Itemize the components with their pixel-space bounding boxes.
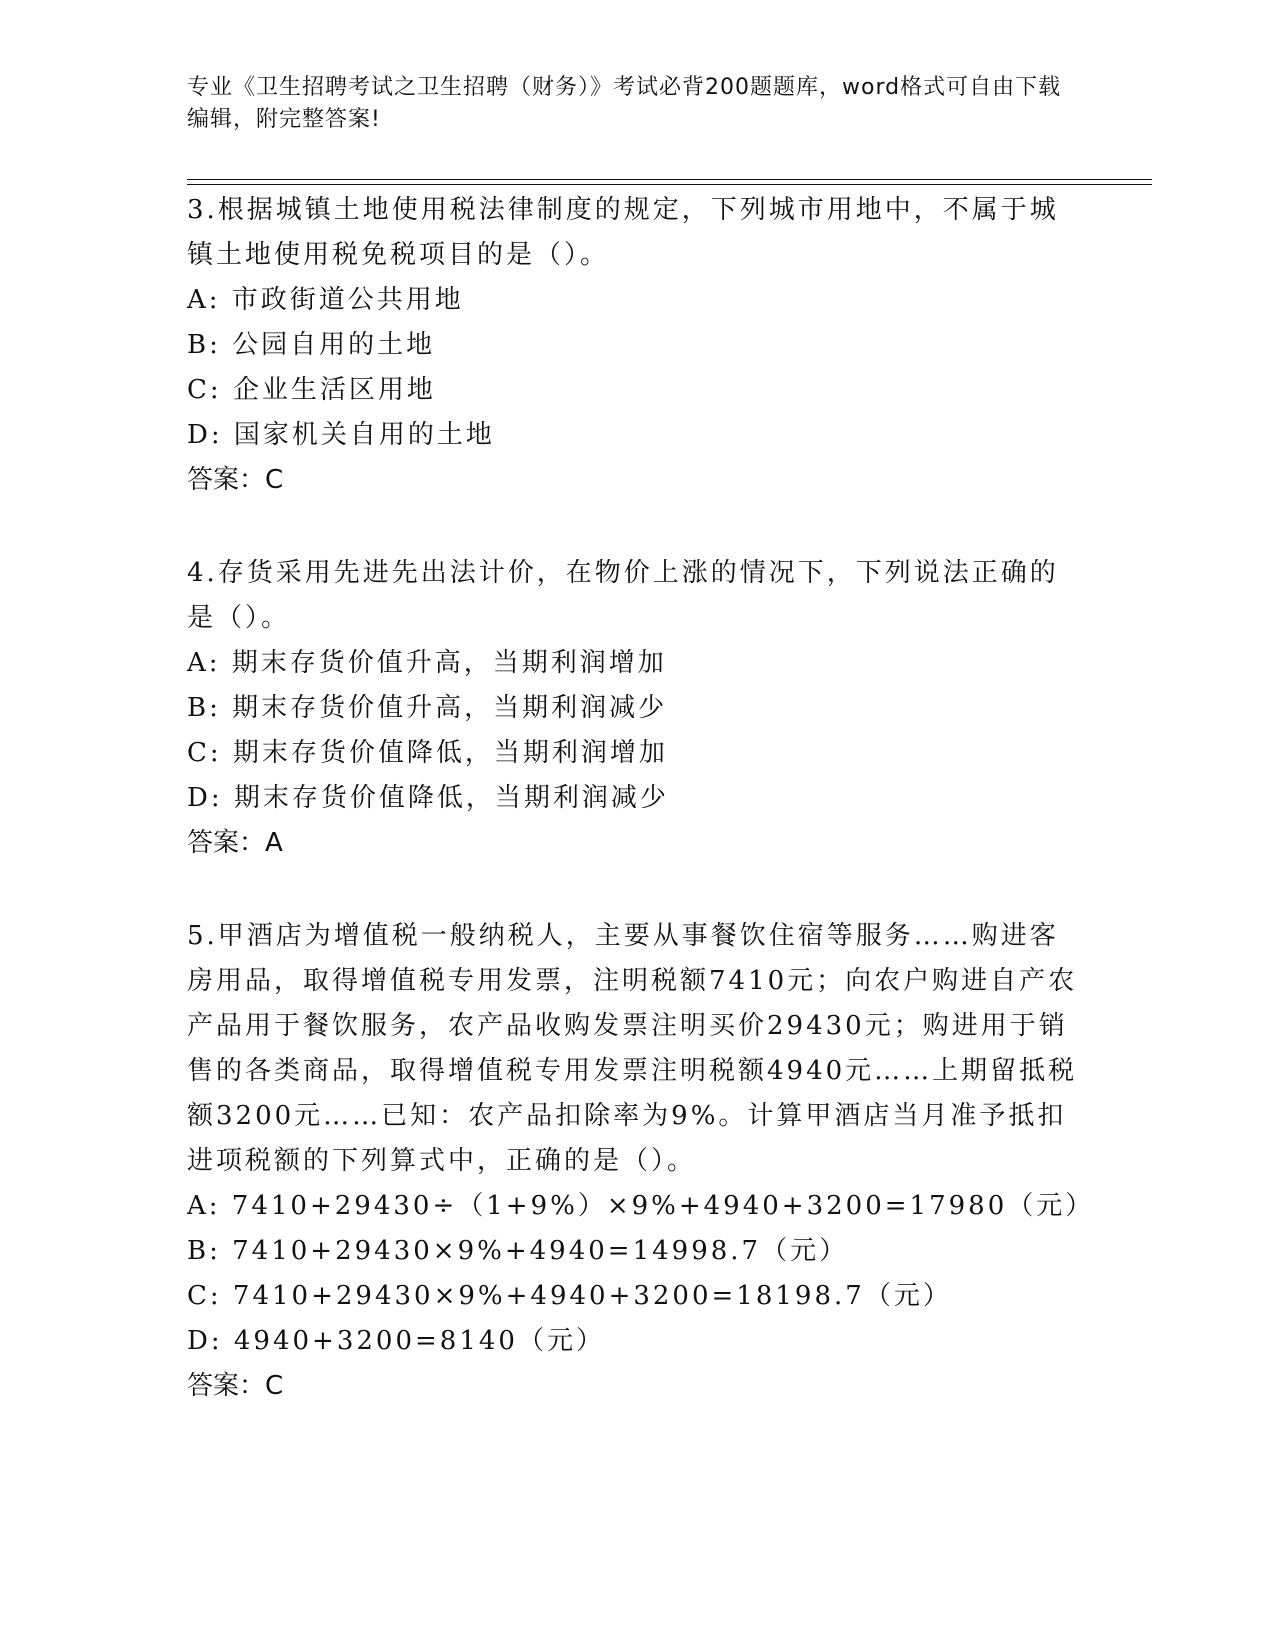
question-stem: 3.根据城镇土地使用税法律制度的规定，下列城市用地中，不属于城镇土地使用税免税项目的是（）。 (187, 195, 1059, 270)
option-c: C: 7410+29430×9%+4940+3200=18198.7（元） (187, 1281, 952, 1311)
option-a: A: 市政街道公共用地 (187, 285, 464, 315)
option-c: C: 期末存货价值降低，当期利润增加 (187, 738, 668, 768)
option-d: D: 国家机关自用的土地 (187, 420, 495, 450)
question-5 (187, 914, 1095, 1409)
option-c: C: 企业生活区用地 (187, 375, 436, 405)
document-header: 专业《卫生招聘考试之卫生招聘（财务）》考试必背200题题库，word格式可自由下载编辑，附完整答案! (187, 75, 1062, 132)
option-b: B: 7410+29430×9%+4940=14998.7（元） (187, 1236, 849, 1266)
answer: 答案：C (187, 1371, 284, 1401)
header-rule-bottom (187, 184, 1152, 185)
option-b: B: 公园自用的土地 (187, 330, 436, 360)
question-stem: 4.存货采用先进先出法计价，在物价上涨的情况下，下列说法正确的是（）。 (187, 558, 1059, 633)
question-4 (187, 551, 1087, 866)
header-rule-top (187, 179, 1152, 180)
option-a: A: 7410+29430÷（1+9%）×9%+4940+3200=17980（元） (187, 1191, 1095, 1221)
answer: 答案：C (187, 465, 284, 495)
option-d: D: 期末存货价值降低，当期利润减少 (187, 783, 669, 813)
option-a: A: 期末存货价值升高，当期利润增加 (187, 648, 667, 678)
option-b: B: 期末存货价值升高，当期利润减少 (187, 693, 668, 723)
answer: 答案：A (187, 828, 283, 858)
question-stem: 5.甲酒店为增值税一般纳税人，主要从事餐饮住宿等服务……购进客房用品，取得增值税专用发票，注明税额7410元；向农户购进自产农产品用于餐饮服务，农产品收购发票注明买价29430元；购进用于销售的各类商品，取得增值税专用发票注明税额4940元……上期留抵税额3200元……已知：农产品扣除率为9%。计算甲酒店当月准予抵扣进项税额的下列算式中，正确的是（）。 (187, 921, 1078, 1176)
question-3 (187, 188, 1087, 503)
option-d: D: 4940+3200=8140（元） (187, 1326, 605, 1356)
